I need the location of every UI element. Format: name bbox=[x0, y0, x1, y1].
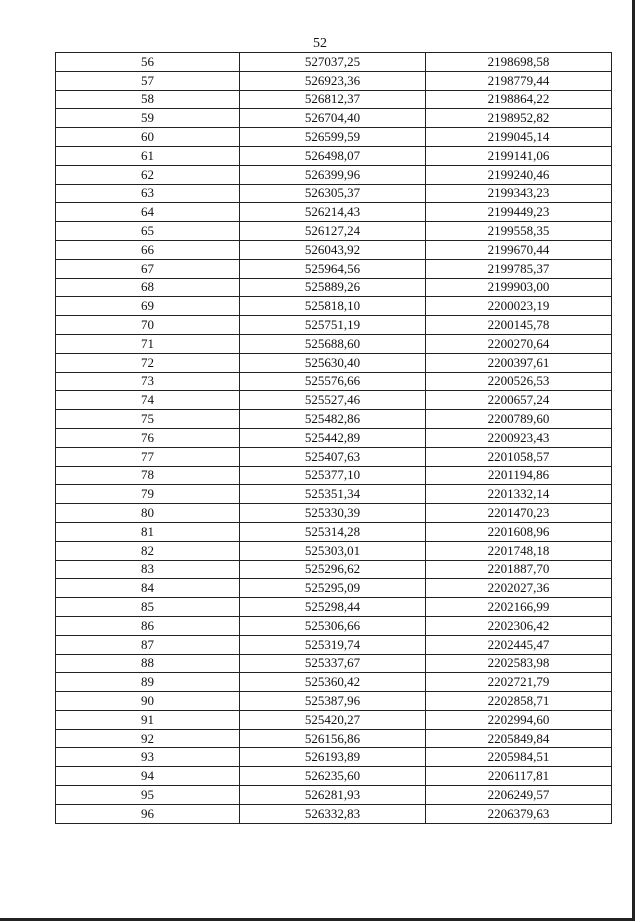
coordinates-table-body bbox=[56, 53, 612, 824]
x-coordinate-cell: 525818,10 bbox=[240, 297, 426, 316]
x-coordinate-cell: 525889,26 bbox=[240, 278, 426, 297]
point-number-cell: 96 bbox=[56, 804, 240, 823]
table-row bbox=[56, 654, 612, 673]
y-coordinate-cell: 2202166,99 bbox=[426, 598, 612, 617]
y-coordinate-cell: 2199449,23 bbox=[426, 203, 612, 222]
table-row bbox=[56, 353, 612, 372]
x-coordinate-cell: 525751,19 bbox=[240, 316, 426, 335]
y-coordinate-cell: 2201332,14 bbox=[426, 485, 612, 504]
point-number-cell: 57 bbox=[56, 71, 240, 90]
x-coordinate-cell: 525306,66 bbox=[240, 616, 426, 635]
point-number-cell: 60 bbox=[56, 128, 240, 147]
point-number-cell: 73 bbox=[56, 372, 240, 391]
y-coordinate-cell: 2200923,43 bbox=[426, 428, 612, 447]
table-row bbox=[56, 748, 612, 767]
table-row bbox=[56, 504, 612, 523]
x-coordinate-cell: 525319,74 bbox=[240, 635, 426, 654]
y-coordinate-cell: 2199785,37 bbox=[426, 259, 612, 278]
y-coordinate-cell: 2200397,61 bbox=[426, 353, 612, 372]
point-number-cell: 93 bbox=[56, 748, 240, 767]
x-coordinate-cell: 526281,93 bbox=[240, 786, 426, 805]
table-row bbox=[56, 410, 612, 429]
y-coordinate-cell: 2200657,24 bbox=[426, 391, 612, 410]
point-number-cell: 74 bbox=[56, 391, 240, 410]
table-row bbox=[56, 372, 612, 391]
point-number-cell: 61 bbox=[56, 146, 240, 165]
point-number-cell: 62 bbox=[56, 165, 240, 184]
table-row bbox=[56, 165, 612, 184]
table-row bbox=[56, 729, 612, 748]
point-number-cell: 91 bbox=[56, 710, 240, 729]
coordinates-table bbox=[55, 52, 612, 824]
y-coordinate-cell: 2202027,36 bbox=[426, 579, 612, 598]
point-number-cell: 83 bbox=[56, 560, 240, 579]
point-number-cell: 58 bbox=[56, 90, 240, 109]
x-coordinate-cell: 526399,96 bbox=[240, 165, 426, 184]
x-coordinate-cell: 525527,46 bbox=[240, 391, 426, 410]
table-row bbox=[56, 391, 612, 410]
point-number-cell: 95 bbox=[56, 786, 240, 805]
x-coordinate-cell: 525360,42 bbox=[240, 673, 426, 692]
point-number-cell: 66 bbox=[56, 240, 240, 259]
y-coordinate-cell: 2202306,42 bbox=[426, 616, 612, 635]
point-number-cell: 72 bbox=[56, 353, 240, 372]
y-coordinate-cell: 2202858,71 bbox=[426, 692, 612, 711]
y-coordinate-cell: 2198698,58 bbox=[426, 53, 612, 72]
x-coordinate-cell: 526156,86 bbox=[240, 729, 426, 748]
x-coordinate-cell: 526812,37 bbox=[240, 90, 426, 109]
table-row bbox=[56, 53, 612, 72]
point-number-cell: 67 bbox=[56, 259, 240, 278]
y-coordinate-cell: 2199240,46 bbox=[426, 165, 612, 184]
table-row bbox=[56, 804, 612, 823]
y-coordinate-cell: 2205849,84 bbox=[426, 729, 612, 748]
y-coordinate-cell: 2202445,47 bbox=[426, 635, 612, 654]
y-coordinate-cell: 2201748,18 bbox=[426, 541, 612, 560]
x-coordinate-cell: 525482,86 bbox=[240, 410, 426, 429]
point-number-cell: 70 bbox=[56, 316, 240, 335]
x-coordinate-cell: 525314,28 bbox=[240, 522, 426, 541]
point-number-cell: 77 bbox=[56, 447, 240, 466]
x-coordinate-cell: 526498,07 bbox=[240, 146, 426, 165]
point-number-cell: 81 bbox=[56, 522, 240, 541]
x-coordinate-cell: 525296,62 bbox=[240, 560, 426, 579]
x-coordinate-cell: 527037,25 bbox=[240, 53, 426, 72]
x-coordinate-cell: 525337,67 bbox=[240, 654, 426, 673]
y-coordinate-cell: 2200023,19 bbox=[426, 297, 612, 316]
point-number-cell: 90 bbox=[56, 692, 240, 711]
x-coordinate-cell: 525351,34 bbox=[240, 485, 426, 504]
x-coordinate-cell: 525576,66 bbox=[240, 372, 426, 391]
y-coordinate-cell: 2199903,00 bbox=[426, 278, 612, 297]
y-coordinate-cell: 2198779,44 bbox=[426, 71, 612, 90]
y-coordinate-cell: 2199670,44 bbox=[426, 240, 612, 259]
x-coordinate-cell: 526923,36 bbox=[240, 71, 426, 90]
x-coordinate-cell: 526043,92 bbox=[240, 240, 426, 259]
y-coordinate-cell: 2199558,35 bbox=[426, 222, 612, 241]
x-coordinate-cell: 526599,59 bbox=[240, 128, 426, 147]
y-coordinate-cell: 2198864,22 bbox=[426, 90, 612, 109]
x-coordinate-cell: 526214,43 bbox=[240, 203, 426, 222]
y-coordinate-cell: 2200526,53 bbox=[426, 372, 612, 391]
y-coordinate-cell: 2201887,70 bbox=[426, 560, 612, 579]
table-row bbox=[56, 710, 612, 729]
point-number-cell: 76 bbox=[56, 428, 240, 447]
point-number-cell: 64 bbox=[56, 203, 240, 222]
y-coordinate-cell: 2206379,63 bbox=[426, 804, 612, 823]
x-coordinate-cell: 525964,56 bbox=[240, 259, 426, 278]
table-row bbox=[56, 184, 612, 203]
point-number-cell: 71 bbox=[56, 334, 240, 353]
point-number-cell: 94 bbox=[56, 767, 240, 786]
point-number-cell: 59 bbox=[56, 109, 240, 128]
x-coordinate-cell: 525330,39 bbox=[240, 504, 426, 523]
x-coordinate-cell: 525303,01 bbox=[240, 541, 426, 560]
point-number-cell: 87 bbox=[56, 635, 240, 654]
table-row bbox=[56, 579, 612, 598]
y-coordinate-cell: 2200270,64 bbox=[426, 334, 612, 353]
table-row bbox=[56, 71, 612, 90]
point-number-cell: 56 bbox=[56, 53, 240, 72]
x-coordinate-cell: 525407,63 bbox=[240, 447, 426, 466]
table-row bbox=[56, 240, 612, 259]
table-row bbox=[56, 786, 612, 805]
y-coordinate-cell: 2202583,98 bbox=[426, 654, 612, 673]
x-coordinate-cell: 525630,40 bbox=[240, 353, 426, 372]
table-row bbox=[56, 541, 612, 560]
x-coordinate-cell: 526193,89 bbox=[240, 748, 426, 767]
point-number-cell: 75 bbox=[56, 410, 240, 429]
table-row bbox=[56, 109, 612, 128]
point-number-cell: 82 bbox=[56, 541, 240, 560]
y-coordinate-cell: 2199141,06 bbox=[426, 146, 612, 165]
table-row bbox=[56, 635, 612, 654]
table-row bbox=[56, 560, 612, 579]
y-coordinate-cell: 2205984,51 bbox=[426, 748, 612, 767]
table-row bbox=[56, 259, 612, 278]
point-number-cell: 63 bbox=[56, 184, 240, 203]
point-number-cell: 92 bbox=[56, 729, 240, 748]
table-row bbox=[56, 767, 612, 786]
table-row bbox=[56, 128, 612, 147]
x-coordinate-cell: 526127,24 bbox=[240, 222, 426, 241]
point-number-cell: 86 bbox=[56, 616, 240, 635]
y-coordinate-cell: 2202721,79 bbox=[426, 673, 612, 692]
table-row bbox=[56, 90, 612, 109]
table-row bbox=[56, 522, 612, 541]
page-number: 52 bbox=[313, 36, 327, 51]
x-coordinate-cell: 525387,96 bbox=[240, 692, 426, 711]
x-coordinate-cell: 525377,10 bbox=[240, 466, 426, 485]
y-coordinate-cell: 2206249,57 bbox=[426, 786, 612, 805]
table-row bbox=[56, 673, 612, 692]
point-number-cell: 80 bbox=[56, 504, 240, 523]
x-coordinate-cell: 525688,60 bbox=[240, 334, 426, 353]
table-row bbox=[56, 428, 612, 447]
table-row bbox=[56, 278, 612, 297]
point-number-cell: 79 bbox=[56, 485, 240, 504]
table-row bbox=[56, 146, 612, 165]
y-coordinate-cell: 2200789,60 bbox=[426, 410, 612, 429]
point-number-cell: 88 bbox=[56, 654, 240, 673]
table-row bbox=[56, 485, 612, 504]
x-coordinate-cell: 525295,09 bbox=[240, 579, 426, 598]
y-coordinate-cell: 2201058,57 bbox=[426, 447, 612, 466]
point-number-cell: 84 bbox=[56, 579, 240, 598]
table-row bbox=[56, 297, 612, 316]
y-coordinate-cell: 2198952,82 bbox=[426, 109, 612, 128]
table-row bbox=[56, 334, 612, 353]
point-number-cell: 68 bbox=[56, 278, 240, 297]
y-coordinate-cell: 2200145,78 bbox=[426, 316, 612, 335]
point-number-cell: 78 bbox=[56, 466, 240, 485]
point-number-cell: 85 bbox=[56, 598, 240, 617]
table-row bbox=[56, 466, 612, 485]
y-coordinate-cell: 2201608,96 bbox=[426, 522, 612, 541]
y-coordinate-cell: 2201194,86 bbox=[426, 466, 612, 485]
y-coordinate-cell: 2199045,14 bbox=[426, 128, 612, 147]
x-coordinate-cell: 526704,40 bbox=[240, 109, 426, 128]
table-row bbox=[56, 447, 612, 466]
x-coordinate-cell: 525442,89 bbox=[240, 428, 426, 447]
point-number-cell: 89 bbox=[56, 673, 240, 692]
y-coordinate-cell: 2202994,60 bbox=[426, 710, 612, 729]
point-number-cell: 65 bbox=[56, 222, 240, 241]
x-coordinate-cell: 526332,83 bbox=[240, 804, 426, 823]
x-coordinate-cell: 526305,37 bbox=[240, 184, 426, 203]
point-number-cell: 69 bbox=[56, 297, 240, 316]
x-coordinate-cell: 526235,60 bbox=[240, 767, 426, 786]
x-coordinate-cell: 525420,27 bbox=[240, 710, 426, 729]
y-coordinate-cell: 2206117,81 bbox=[426, 767, 612, 786]
table-row bbox=[56, 692, 612, 711]
table-row bbox=[56, 222, 612, 241]
table-row bbox=[56, 598, 612, 617]
table-row bbox=[56, 616, 612, 635]
table-row bbox=[56, 316, 612, 335]
table-row bbox=[56, 203, 612, 222]
y-coordinate-cell: 2201470,23 bbox=[426, 504, 612, 523]
x-coordinate-cell: 525298,44 bbox=[240, 598, 426, 617]
y-coordinate-cell: 2199343,23 bbox=[426, 184, 612, 203]
